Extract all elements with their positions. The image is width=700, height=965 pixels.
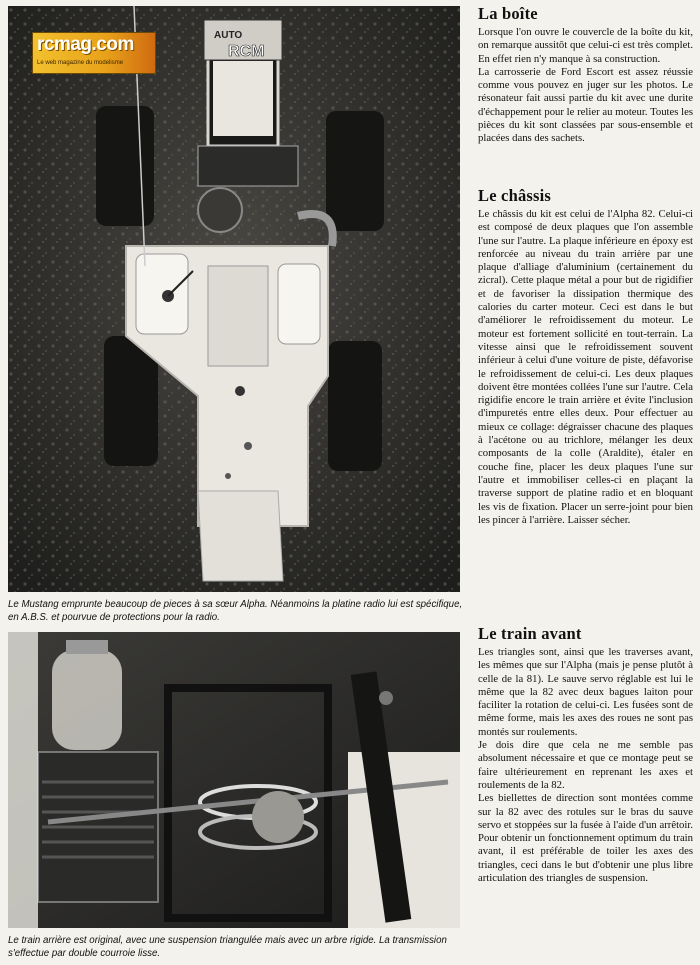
paragraph: Les triangles sont, ainsi que les traverses avant, les mêmes que sur l'Alpha (mais je pense plutôt à celle de la 81). Le sauve servo réglable est lui le même que la 82 avec deux bagues laiton pour faciliter la rotation de celui-ci. Les fusées sont de même forme, mais les axes des roues ne sont pas montés sur roulements. [478, 646, 693, 738]
paragraph: Les biellettes de direction sont montées comme sur la 82 avec des rotules sur le bras du sauve servo et stoppées sur la fusée à l'aide d'un arrêtoir. Pour obtenir un fonctionnement optimum du train avant, il est préférable de toiler les axes des triangles, ceci dans le but d'obtenir une plus libre articulation des triangles de suspension. [478, 792, 693, 885]
paragraph: Lorsque l'on ouvre le couvercle de la boîte du kit, on remarque aussitôt que celui-ci est très complet. En effet rien n'y manque à sa construction. [478, 26, 693, 65]
rear-train-illustration [8, 632, 460, 928]
section-le-train-avant [478, 624, 693, 885]
rcmag-logo[interactable] [32, 32, 156, 74]
section-title: La boîte [478, 4, 538, 23]
logo-tagline: Le web magazine du modelisme [37, 60, 124, 66]
chassis-illustration [8, 6, 460, 592]
section-le-chassis [478, 186, 693, 527]
sticker-line1: AUTO [214, 30, 243, 41]
photo1-caption: Le Mustang emprunte beaucoup de pieces à sa sœur Alpha. Néanmoins la platine radio lui est spécifique, en A.B.S. et pourvue de protections pour la radio. [8, 599, 463, 623]
sticker-line2: RCM [228, 43, 265, 60]
paragraph: La carrosserie de Ford Escort est assez réussie comme vous pouvez en juger sur les photos. Le résonateur fait aussi partie du kit avec une durite d'échappement pour le relier au moteur. Toutes les pièces du kit sont classées par sous-ensemble et placées dans des sachets. [478, 65, 693, 145]
section-title: Le train avant [478, 624, 582, 643]
rear-train-photo [8, 632, 460, 928]
paragraph: Le châssis du kit est celui de l'Alpha 82. Celui-ci est composé de deux plaques que l'on assemble l'une sur l'autre. La plaque inférieure en époxy est renforcée au niveau du train arrière par une plaque d'alliage d'aluminium (certainement du zicral). Cette plaque métal a pour but de rigidifier et de favoriser la dissipation thermique des calories du carter moteur. Ceci est dans le but d'améliorer le refroidissement du moteur. Le moteur est fortement sollicité en tout-terrain. La vitesse ainsi que le refroidissement souvent inférieur à celui d'une voiture de piste, défavorise le refroidissement de celui-ci. Les deux plaques doivent être montées collées l'une sur l'autre. Cela rigidifie encore le train arrière et évite l'inclusion d'impuretés entre elles deux. Pour effectuer au mieux ce collage: dégraisser chacune des plaques à l'acétone ou au trichlore, mélanger les deux composants de la colle (Araldite), étaler en couche fine, placer les deux plaques l'une sur l'autre et immobiliser celles-ci en plaçant la traverse support de platine radio et en bloquant les vis de fixation. Placer un serre-joint pour bien les pincer à l'arrière. Laisser sécher. [478, 208, 693, 526]
paragraph: Je dois dire que cela ne me semble pas absolument nécessaire et que ce montage peut se faire ultérieurement en reprenant les axes et roulements de la 82. [478, 739, 693, 791]
chassis-photo [8, 6, 460, 592]
section-la-boite [478, 4, 693, 146]
logo-text: rcmag.com [37, 34, 134, 55]
section-title: Le châssis [478, 186, 552, 205]
photo2-caption: Le train arrière est original, avec une suspension triangulée mais avec un arbre rigide. La transmission s'effectue par double courroie lisse. [8, 935, 447, 959]
